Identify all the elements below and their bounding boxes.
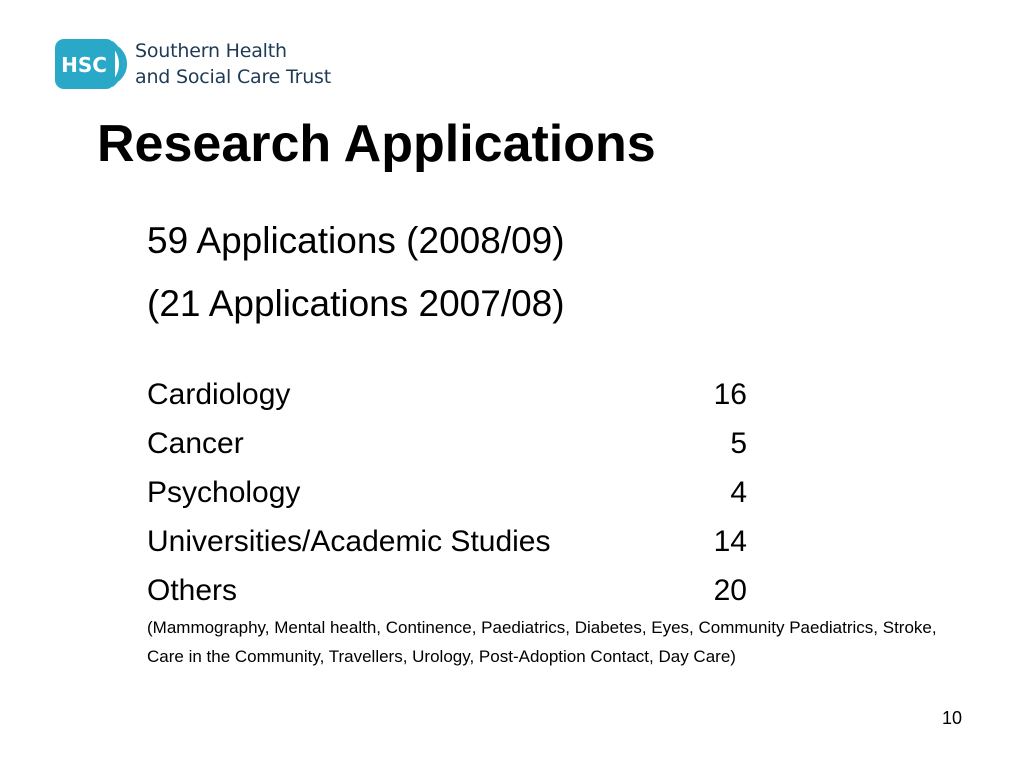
category-count: 14 bbox=[713, 525, 747, 558]
category-label: Cancer bbox=[147, 427, 244, 460]
hsc-logo-badge bbox=[55, 39, 127, 89]
org-name-line2: and Social Care Trust bbox=[135, 66, 332, 88]
category-label: Others bbox=[147, 574, 238, 607]
category-list bbox=[147, 373, 747, 618]
category-label: Psychology bbox=[147, 476, 301, 509]
hsc-logo-icon bbox=[55, 39, 127, 89]
category-row-others bbox=[147, 569, 747, 618]
page-number: 10 bbox=[941, 708, 962, 728]
category-count: 16 bbox=[713, 378, 747, 411]
category-row-psychology bbox=[147, 471, 747, 520]
category-count: 5 bbox=[730, 427, 747, 460]
slide-title: Research Applications bbox=[97, 115, 656, 173]
category-label: Cardiology bbox=[147, 378, 291, 411]
hsc-logo bbox=[55, 38, 331, 90]
org-name bbox=[135, 38, 331, 90]
hsc-badge-text: HSC bbox=[61, 53, 107, 77]
category-row-universities bbox=[147, 520, 747, 569]
category-row-cardiology bbox=[147, 373, 747, 422]
category-count: 4 bbox=[730, 476, 747, 509]
org-name-line1: Southern Health bbox=[135, 40, 287, 62]
summary-line-current: 59 Applications (2008/09) bbox=[147, 220, 565, 261]
others-note: (Mammography, Mental health, Continence, Paediatrics, Diabetes, Eyes, Community Paediatrics, Stroke, Care in the Community, Travellers, Urology, Post-Adoption Contact, Day Care) bbox=[147, 618, 937, 666]
category-row-cancer bbox=[147, 422, 747, 471]
category-count: 20 bbox=[713, 574, 747, 607]
category-label: Universities/Academic Studies bbox=[147, 525, 551, 558]
summary-line-previous: (21 Applications 2007/08) bbox=[147, 283, 565, 324]
